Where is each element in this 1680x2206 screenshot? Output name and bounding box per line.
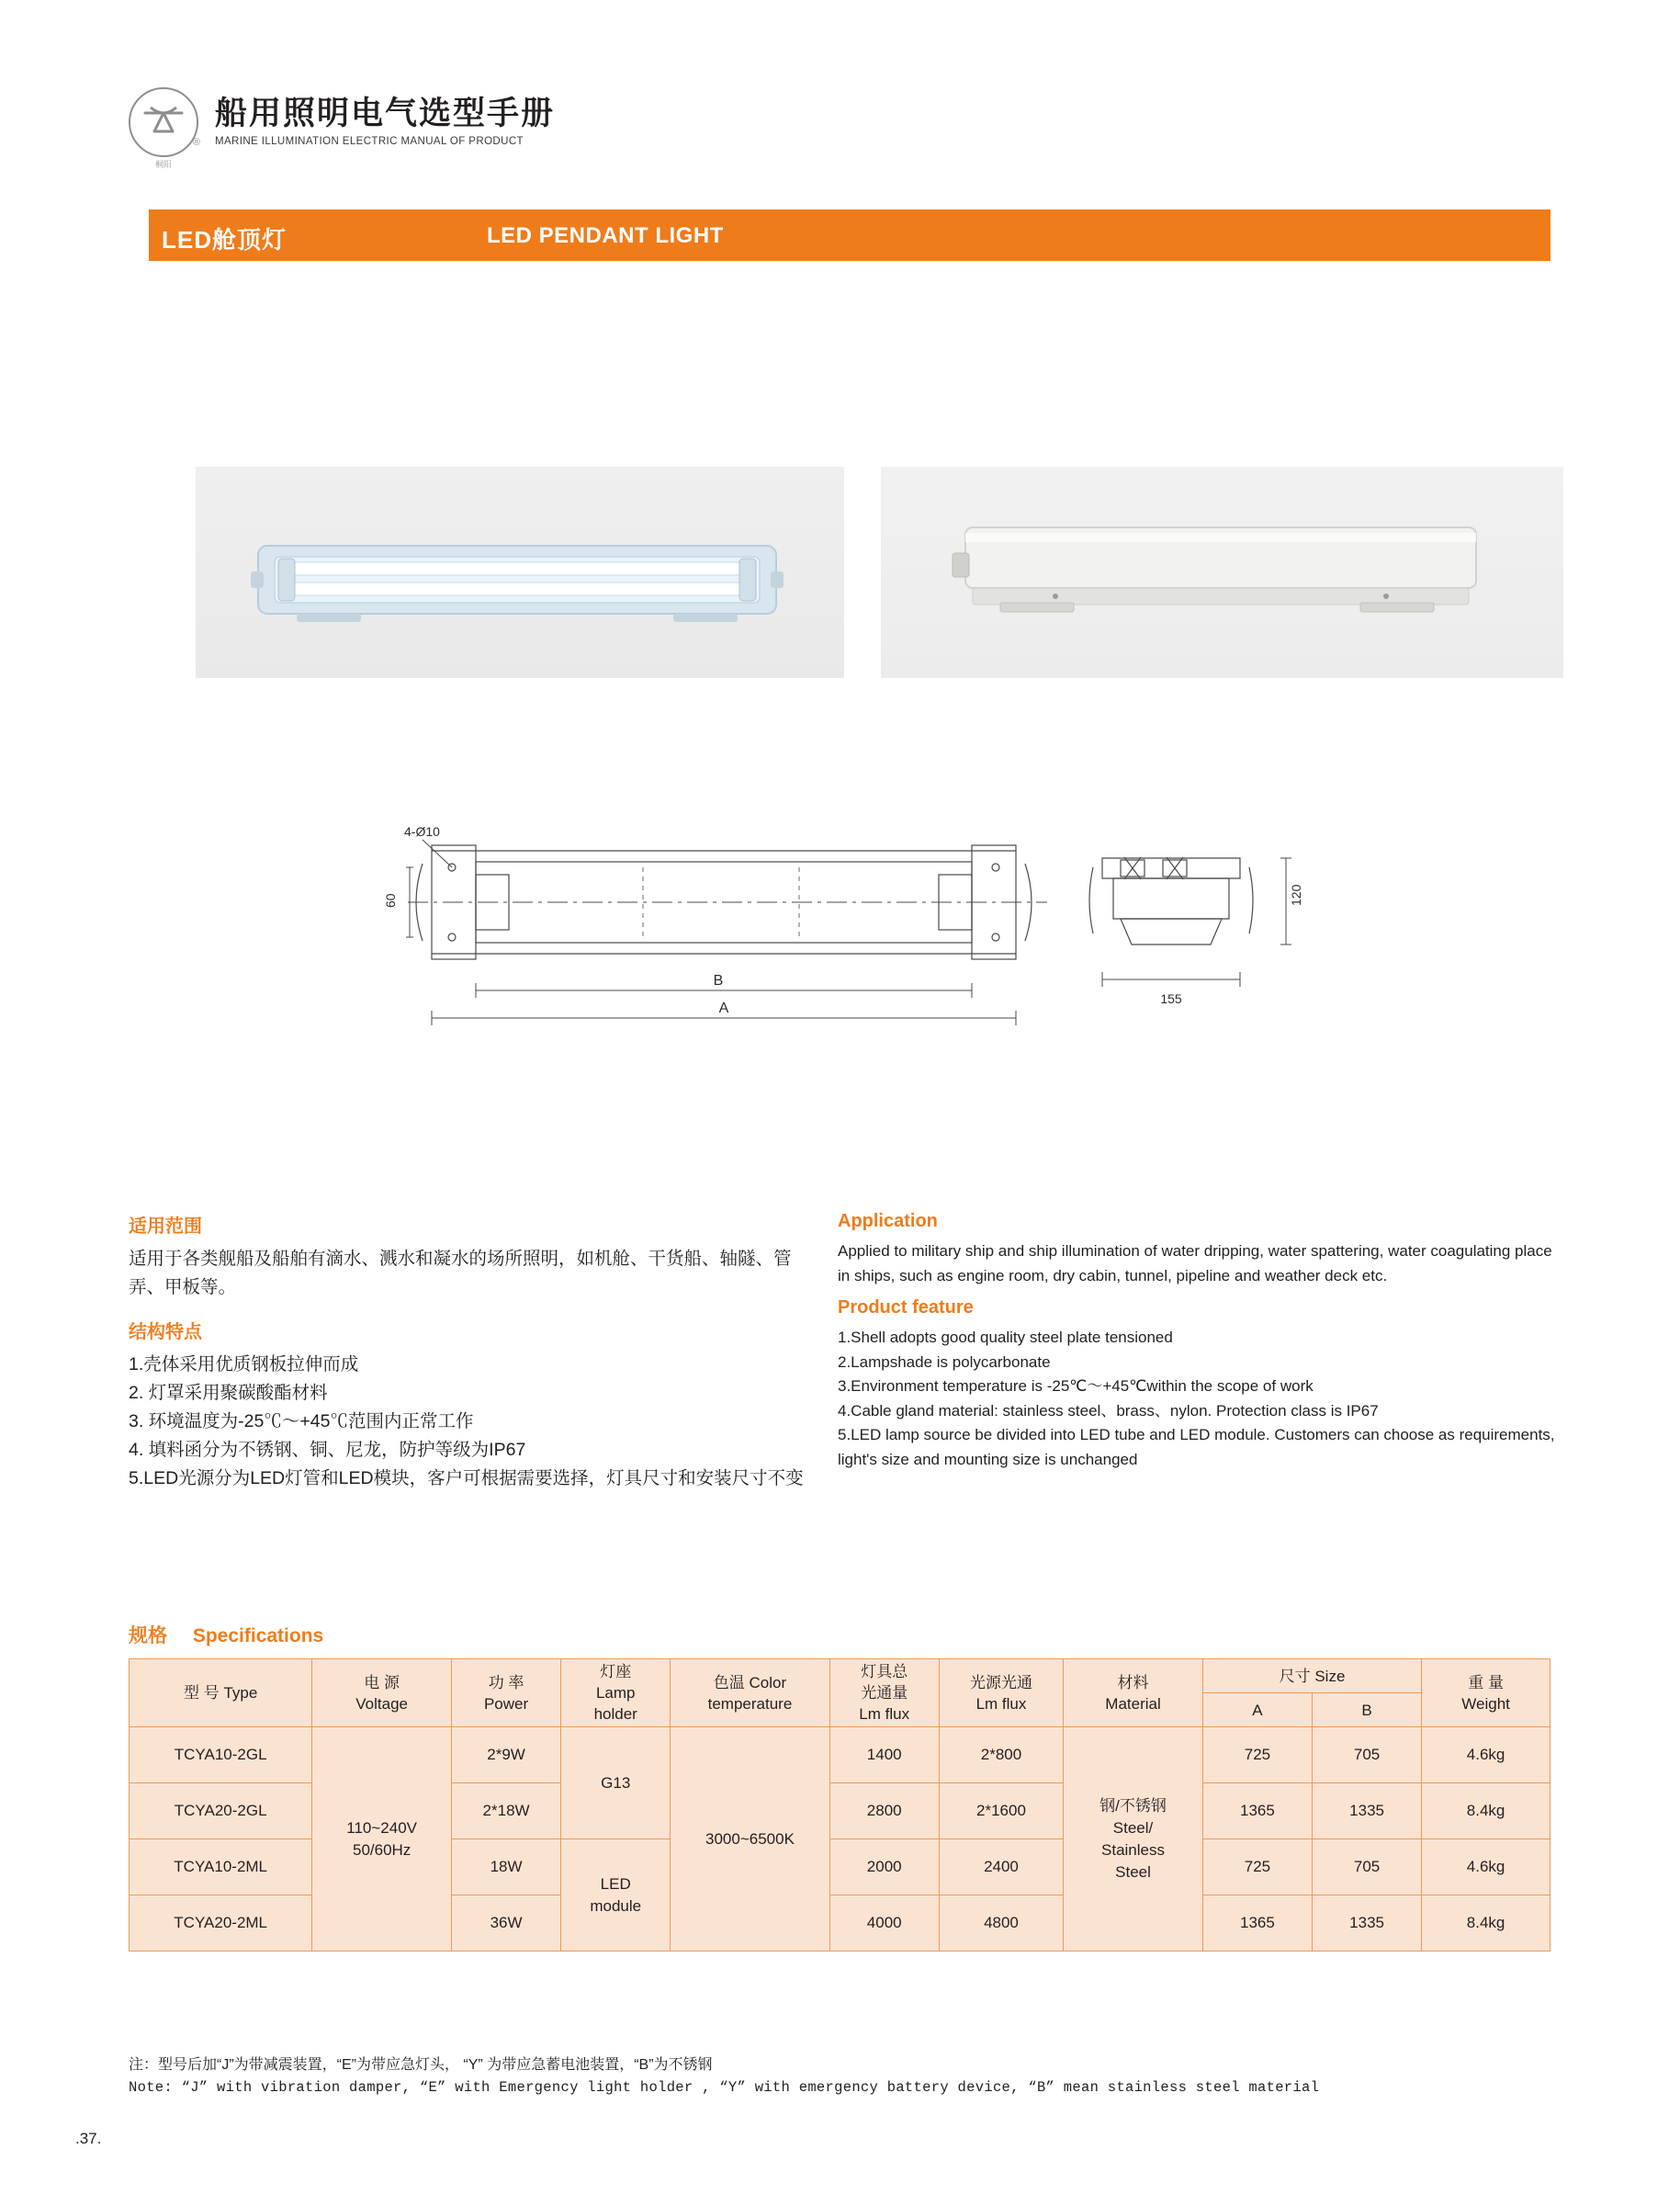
technical-drawing xyxy=(367,827,1359,1103)
brand-name-mini: 桐阳 xyxy=(154,160,173,169)
cell-weight: 4.6kg xyxy=(1422,1839,1550,1895)
feature-item-en: 3.Environment temperature is -25℃～+45℃within the scope of work xyxy=(838,1377,1314,1395)
cell-source-flux: 4800 xyxy=(939,1895,1063,1951)
cell-source-flux: 2*800 xyxy=(939,1727,1063,1783)
feature-item-cn: 5.LED光源分为LED灯管和LED模块，客户可根据需要选择，灯具尺寸和安装尺寸不变 xyxy=(129,1468,804,1488)
col-material: 材料 Material xyxy=(1064,1659,1203,1727)
cell-size-a: 1365 xyxy=(1202,1783,1312,1839)
cell-size-b: 1335 xyxy=(1313,1895,1422,1951)
note-en: Note: “J” with vibration damper, “E” with Emergency light holder , “Y” with emergency battery device, “B” mean stainless steel material xyxy=(129,2079,1320,2096)
col-source-flux: 光源光通 Lm flux xyxy=(939,1659,1063,1727)
svg-text:60: 60 xyxy=(383,893,398,908)
manual-title-en: MARINE ILLUMINATION ELECTRIC MANUAL OF PRODUCT xyxy=(215,135,524,147)
col-color-temperature: 色温 Color temperature xyxy=(671,1659,829,1727)
feature-item-cn: 3. 环境温度为-25℃～+45℃范围内正常工作 xyxy=(129,1411,474,1431)
feature-item-en: 2.Lampshade is polycarbonate xyxy=(838,1352,1051,1371)
document-header xyxy=(129,87,556,169)
cell-material: 钢/不锈钢 Steel/ Stainless Steel xyxy=(1064,1727,1203,1951)
svg-text:120: 120 xyxy=(1289,884,1303,906)
col-total-flux: 灯具总 光通量 Lm flux xyxy=(829,1659,939,1727)
cell-type: TCYA20-2ML xyxy=(130,1895,312,1951)
manual-title-cn: 船用照明电气选型手册 xyxy=(215,96,556,132)
cell-total-flux: 4000 xyxy=(829,1895,939,1951)
feature-item-cn: 1.壳体采用优质钢板拉伸而成 xyxy=(129,1354,359,1375)
cell-power: 18W xyxy=(451,1839,560,1895)
svg-text:4-Ø10: 4-Ø10 xyxy=(404,827,440,839)
feature-item-en: 4.Cable gland material: stainless steel、brass、nylon. Protection class is IP67 xyxy=(838,1401,1379,1420)
cell-source-flux: 2400 xyxy=(939,1839,1063,1895)
cell-size-b: 705 xyxy=(1313,1839,1422,1895)
cell-size-a: 725 xyxy=(1202,1727,1312,1783)
cell-total-flux: 2800 xyxy=(829,1783,939,1839)
page-number: .37. xyxy=(75,2130,102,2147)
cell-size-a: 725 xyxy=(1202,1839,1312,1895)
col-power: 功 率 Power xyxy=(451,1659,560,1727)
left-text-column xyxy=(129,1211,808,1493)
feature-item-en: 1.Shell adopts good quality steel plate tensioned xyxy=(838,1329,1173,1346)
product-photo-closed xyxy=(881,467,1563,678)
specifications-heading xyxy=(129,1621,323,1648)
table-header-row xyxy=(130,1659,1550,1693)
registered-mark: ® xyxy=(192,137,200,148)
feature-item-en: 5.LED lamp source be divided into LED tube and LED module. Customers can choose as requirements, light's size and mounting size is unchanged xyxy=(838,1426,1555,1468)
cell-weight: 8.4kg xyxy=(1422,1895,1550,1951)
col-voltage: 电 源 Voltage xyxy=(312,1659,452,1727)
col-size: 尺寸 Size xyxy=(1202,1659,1421,1693)
table-notes xyxy=(129,2053,1562,2099)
cell-power: 2*9W xyxy=(451,1727,560,1783)
table-row xyxy=(130,1727,1550,1783)
cell-weight: 8.4kg xyxy=(1422,1783,1550,1839)
svg-text:155: 155 xyxy=(1160,991,1182,1006)
cell-weight: 4.6kg xyxy=(1422,1727,1550,1783)
cell-type: TCYA20-2GL xyxy=(130,1783,312,1839)
product-title-bar xyxy=(129,209,1550,261)
brand-logo-icon xyxy=(129,87,200,169)
product-title-en: LED PENDANT LIGHT xyxy=(487,223,724,248)
svg-text:A: A xyxy=(718,1001,729,1016)
product-title-cn: LED舱顶灯 xyxy=(162,226,288,254)
scope-heading-cn: 适用范围 xyxy=(129,1216,202,1237)
cell-type: TCYA10-2GL xyxy=(130,1727,312,1783)
feature-item-cn: 2. 灯罩采用聚碳酸酯材料 xyxy=(129,1383,328,1403)
cell-voltage: 110~240V 50/60Hz xyxy=(312,1727,452,1951)
feature-heading-cn: 结构特点 xyxy=(129,1322,202,1342)
col-weight: 重 量 Weight xyxy=(1422,1659,1550,1727)
scope-text-cn: 适用于各类舰船及船舶有滴水、溅水和凝水的场所照明，如机舱、干货船、轴隧、管弄、甲板等。 xyxy=(129,1249,792,1297)
feature-heading-en: Product feature xyxy=(838,1297,974,1318)
cell-type: TCYA10-2ML xyxy=(130,1839,312,1895)
cell-lamp-holder: G13 xyxy=(561,1727,671,1839)
specifications-heading-cn: 规格 xyxy=(129,1625,167,1646)
application-text-en: Applied to military ship and ship illumination of water dripping, water spattering, water coagulating place in ships, such as engine room, dry cabin, tunnel, pipeline and weather deck etc. xyxy=(838,1242,1552,1284)
feature-item-cn: 4. 填料函分为不锈钢、铜、尼龙，防护等级为IP67 xyxy=(129,1440,526,1460)
cell-source-flux: 2*1600 xyxy=(939,1783,1063,1839)
cell-power: 36W xyxy=(451,1895,560,1951)
col-type: 型 号 Type xyxy=(130,1659,312,1727)
right-text-column xyxy=(838,1211,1563,1472)
cell-color-temperature: 3000~6500K xyxy=(671,1727,829,1951)
cell-power: 2*18W xyxy=(451,1783,560,1839)
cell-size-b: 1335 xyxy=(1313,1783,1422,1839)
title-bar-accent-band xyxy=(129,209,149,261)
col-lamp-holder: 灯座 Lamp holder xyxy=(561,1659,671,1727)
cell-size-b: 705 xyxy=(1313,1727,1422,1783)
application-heading-en: Application xyxy=(838,1211,938,1231)
svg-text:B: B xyxy=(713,973,724,989)
cell-size-a: 1365 xyxy=(1202,1895,1312,1951)
cell-total-flux: 1400 xyxy=(829,1727,939,1783)
note-cn: 注：型号后加“J”为带减震装置，“E”为带应急灯头， “Y” 为带应急蓄电池装置，“B”为不锈钢 xyxy=(129,2057,713,2073)
specifications-table xyxy=(129,1658,1550,1951)
col-size-a: A xyxy=(1202,1693,1312,1727)
cell-total-flux: 2000 xyxy=(829,1839,939,1895)
specifications-heading-en: Specifications xyxy=(192,1625,324,1646)
cell-lamp-holder: LED module xyxy=(561,1839,671,1951)
product-photo-open xyxy=(196,467,844,678)
col-size-b: B xyxy=(1313,1693,1422,1727)
